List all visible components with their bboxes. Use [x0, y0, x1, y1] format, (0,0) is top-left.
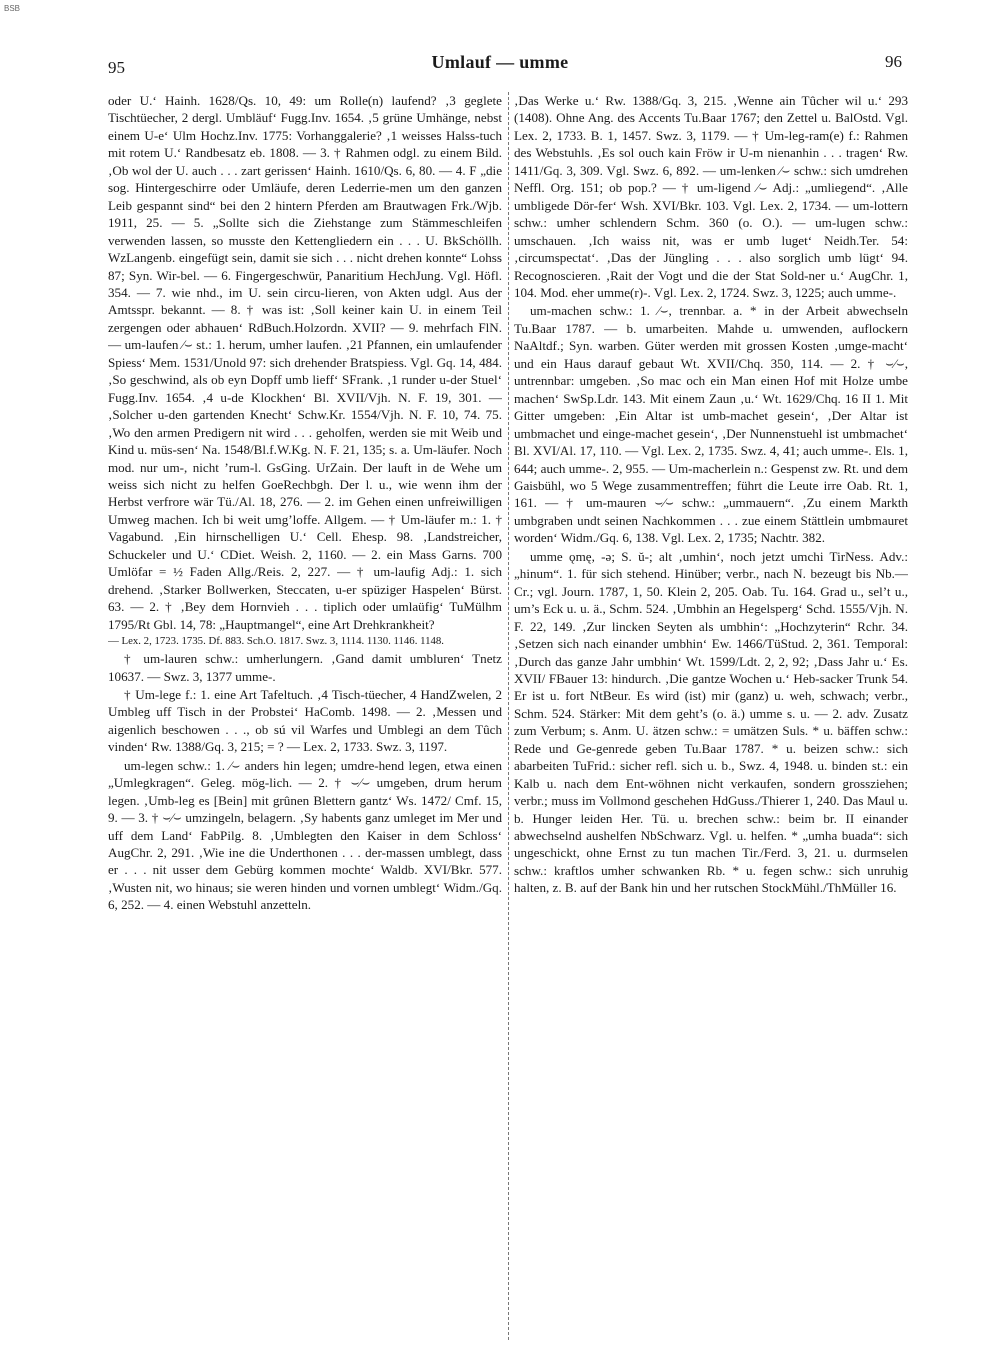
- reference-note: — Lex. 2, 1723. 1735. Df. 883. Sch.O. 1817. Swz. 3, 1114. 1130. 1146. 1148.: [108, 635, 444, 648]
- page-number-left: 95: [108, 58, 125, 77]
- dictionary-entry: um-legen schw.: 1. ⁄⌣ anders hin legen; umdre-hend legen, etwa einen „Umlegkragen“. Geleg. mög-lich. — 2. † ⌣⁄⌣ umgeben, drum herum legen. ‚Umb-leg es [Bein] mit grûnen Blettern gantz‘ Ws. 1472/ Cmf. 15, 9. — 3. † ⌣⁄⌣ umzingeln, belagern. ‚Sy habents ganz umleget im Mer und uff dem Land‘ FabPilg. 8. ‚Umblegten den Kaiser in dem Schloss‘ AugChr. 2, 291. ‚Wie ine die Underthonen . . . der-massen umblegt, dass er . . . nit usser dem Gebürg kommen mochte‘ Waldb. XVI/Bkr. 577. ‚Wusten nit, wo hinaus; sie weren hinden und vornen umblegt‘ Widm./Gq. 6, 252. — 4. einen Webstuhl anzetteln.: [108, 757, 502, 913]
- library-stamp: BSB: [4, 4, 21, 13]
- dictionary-entry: † um-lauren schw.: umherlungern. ‚Gand damit umbluren‘ Tnetz 10637. — Swz. 3, 1377 umme-.: [108, 651, 502, 684]
- right-column: [514, 92, 908, 1342]
- dictionary-entry: † Um-lege f.: 1. eine Art Tafeltuch. ‚4 Tisch-tüecher, 4 HandZwelen, 2 Umbleg uff Tisch in der Probstei‘ HaComb. 1498. — 2. ‚Messen und aigenlich beschowen . . ., ob sú vil Warfes und Umblegi an dem Tûch vinden‘ Rw. 1388/Gq. 3, 215; = ? — Lex. 2, 1733. Swz. 3, 1197.: [108, 686, 502, 755]
- page-header: [0, 50, 1000, 80]
- column-divider: [508, 92, 509, 1340]
- left-column: [108, 92, 502, 1342]
- running-title: Umlauf — umme: [431, 52, 569, 72]
- page-number-right: 96: [885, 52, 902, 71]
- entry-continuation: ‚Das Werke u.‘ Rw. 1388/Gq. 3, 215. ‚Wenne ain Tûcher wil u.‘ 293 (1408). Ohne Ang. des Accents Tu.Baar 1767; den Zettel u. BalOstd. Vgl. Lex. 2, 1733. B. 1, 1457. Swz. 3, 1179. — † Um-leg-ram(e) f.: Rahmen des Webstuhls. ‚Es sol ouch kain Fröw ir U-m nienanhin . . . tragen‘ Rw. 1411/Gq. 3, 309. Vgl. Swz. 6, 892. — um-lenken ⁄⌣ schw.: sich umdrehen Neffl. Org. 151; ob pop.? — † um-ligend ⁄⌣ Adj.: „umliegend“. ‚Alle umbligede Dör-fer‘ Wsh. XVI/Bkr. 103. Vgl. Lex. 2, 1734. — um-lottern schw.: umher schlendern Schm. 360 (o. O.). — um-lugen schw.: umschauen. ‚Ich waiss nit, was er umb luget‘ Neidh.Ter. 54: ‚circumspectat‘. ‚Das der Jüngling . . . also sorglich umb lügt‘ 94. Recognoscieren. ‚Rait der Vogt und die der Stat Sold-ner u.‘ AugChr. 1, 104. Mod. eher umme(r)-. Vgl. Lex. 2, 1724. Swz. 3, 1225; auch umme-.: [514, 93, 908, 300]
- dictionary-entry: umme ǫmę, -ə; S. ŭ-; alt ‚umhin‘, noch jetzt umchi TirNess. Adv.: „hinum“. 1. für sich stehend. Hinüber; verbr., nach N. bezeugt bis Nb.—Cr.; vgl. Journ. 1787, 1, 50. Klein 2, 205. Oab. Tu. 164. Grad u., sel’t u., um’s Eck u. u. ä., Schm. 524. ‚Umbhin an Hegelsperg‘ Schd. 1555/Vjh. N. F. 22, 149. ‚Zur lincken Seyten als umbhin‘: „Hochzyterin“ Rchr. 34. ‚Setzen sich nach einander umbhin‘ Ew. 1466/TüStud. 2, 361. Temporal: ‚Durch das ganze Jahr umbhin‘ Wt. 1599/Ldt. 2, 2, 92; ‚Dass Jahr u.‘ Es. XVII/ FBauer 13: hindurch. ‚Die gantze Wochen u.‘ Heb-sacker Trunk 54. Er ist u. fort NtBeur. Es wird (ist) mir (ganz) u. weh, schwach; verbr., Schm. 524. Stärker: Mit dem geht’s (o. ä.) umme s. u. — 2. adv. Zusatz zum Verbum; s. Anm. U. ätzen schw.: = umätzen Suls. * u. bäffen schw.: Rede und Ge-genrede geben Tu.Baar 1787. * u. beizen schw.: sich abarbeiten TuFrid.: sicher refl. sich u. b., Swz. 4, 1948. u. binden st.: ein Kalb u. nach dem Ent-wöhnen nicht verkaufen, sondern grossziehen; verbr.; muss im Vollmond geschehen HdGuss./Thierer 1, 240. Das Maul u. b. Hunger leiden Her. Tü. u. brechen schw.: beim br. II einander abwechselnd aushelfen NbSchwarz. Vgl. u. helfen. * „umha buada“: sich ungeschickt, ohne Ernst zu tun machen Tir./Ferd. 3, 21. u. durmselen schw.: kraftlos umher schwanken Rb. * u. fegen schw.: sich unruhig halten, z. B. auf der Bank hin und her rutschen StockMühl./ThMüller 16.: [514, 548, 908, 896]
- dictionary-entry: um-machen schw.: 1. ⁄⌣, trennbar. a. * in der Arbeit abwechseln Tu.Baar 1787. — b. umarbeiten. Mahde u. umwenden, auflockern NaAltdf.; Syn. warben. Güter werden mit grossen Kosten ‚umge-macht‘ und ein Haus darauf gebaut Wt. XVII/Chq. 350, 114. — 2. † ⌣⁄⌣, untrennbar: umgeben. ‚So mac och ein Man einen Hof mit Holze umbe machen‘ SwSp.Ldr. 143. Mit einem Zaun ‚u.‘ Wt. 1629/Chq. 16 II 1. Mit Gitter umgeben: ‚Ein Altar ist umb-machet gesein‘, ‚Der Altar ist umbmachet und einge-machet gesein‘, ‚Der Nunnenstuehl ist umbmachet‘ Bl. XVI/Al. 17, 110. — Vgl. Lex. 2, 1735. Swz. 4, 41; auch umme-. Els. 1, 644; auch umme-. 2, 955. — Um-macherlein n.: Gespenst zw. Rt. und dem Gaisbühl, wo 5 Wege zusammentreffen; führt die Leute irre Oab. Rt. 1, 161. — † um-mauren ⌣⁄⌣ schw.: „ummauern“. ‚Zu einem Markth umbgraben undt seinen Nachkommen . . . zue einem Stättlein umbmauret worden‘ Widm./Gq. 6, 138. Vgl. Lex. 2, 1735; Nachtr. 382.: [514, 303, 908, 546]
- entry-continuation: oder U.‘ Hainh. 1628/Qs. 10, 49: um Rolle(n) laufend? ‚3 geglete Tischtüecher, 2 dergl. Umbläuf‘ Fugg.Inv. 1654. ‚5 grüne Umhänge, nebst einem U-e‘ Ulm Hochz.Inv. 1775: Vorhanggalerie? ‚1 weisses Halss-tuch mit rotem U.‘ Randbesatz eb. 1808. — 3. † Rahmen odgl. zu einem Bild. ‚Ob wol der U. auch . . . zart gerissen‘ Hainh. 1610/Qs. 6, 80. — 4. F „die sog. Hintergeschirre oder Umläufe, deren Lederrie-men um den ganzen Leib gespannt sind“ bei den 2 hintern Pferden am Brautwagen Frk./Wjb. 1911, 25. — 5. „Sollte sich die Ziehstange zum Stämmeschleifen verwenden lassen, so musste den Kettengliedern ein . . . U. BkSchöllh. WzLangenb. eingefügt sein, damit sie sich . . . nicht drehen konnte“ Lohss 87; Syn. Wir-bel. — 6. Fingergeschwür, Panaritium HechJung. Vgl. Höfl. 354. — 7. wie nhd., im U. sein circu-lieren, von Akten udgl. Aus der Amtsspr. bekannt. — 8. † was ist: ‚Soll keiner kain U. in einem Teil zergengen oder abhauen‘ RdBuch.Holzordn. XVII? — 9. mehrfach FlN. — um-laufen ⁄⌣ st.: 1. herum, umher laufen. ‚21 Pfannen, ein umlaufender Spiess‘ Mem. 1531/Unold 97: sich drehender Bratspiess. Vgl. Gq. 14, 484. ‚So geschwind, als ob eyn Dopff umb lieff‘ SFrank. ‚1 runder u-der Stuel‘ Fugg.Inv. 1654. ‚4 u-de Klockhen‘ Bl. XVII/Vjh. N. F. 19, 301. — ‚Solcher u-den gartenden Knecht‘ Schw.Kr. 1554/Vjh. N. F. 10, 74. 75. ‚Wo den armen Predigern nit wird . . . geholfen, werden sie mit Weib und Kind u. müs-sen‘ Na. 1548/Bl.f.W.Kg. N. F. 21, 135; s. a. Um-läufer. Noch mod. nur um-, nicht ’rum-l. GsGing. UrZain. Der lauft in de Wehe um weiss sich nicht zu helfen GoeRechbgh. Der l. u., wie wenn ihm der Herbst verfrore wär Tü./Al. 18, 276. — 2. im Gehen einen unfreiwilligen Umweg machen. Ich bi weit umg’loffe. Allgem. — † Um-läufer m.: 1. † Vagabund. ‚Ein hirnschelligen U.‘ Cell. Ehesp. 98. ‚Landstreicher, Schuckeler und U.‘ CDiet. Weish. 2, 1160. — 2. ein Mass Garns. 700 Umlöfar = ½ Faden Allg./Reis. 2, 227. — † um-laufig Adj.: 1. sich drehend. ‚Starker Bollwerken, Steccaten, u-er spüziger Haspelen‘ Bürst. 63. — 2. † ‚Bey dem Hornvieh . . . tiplich oder umlaüfig‘ TuMülhm 1795/Rt Gbl. 14, 78: „Hauptmangel“, eine Art Drehkrankheit?: [108, 93, 502, 632]
